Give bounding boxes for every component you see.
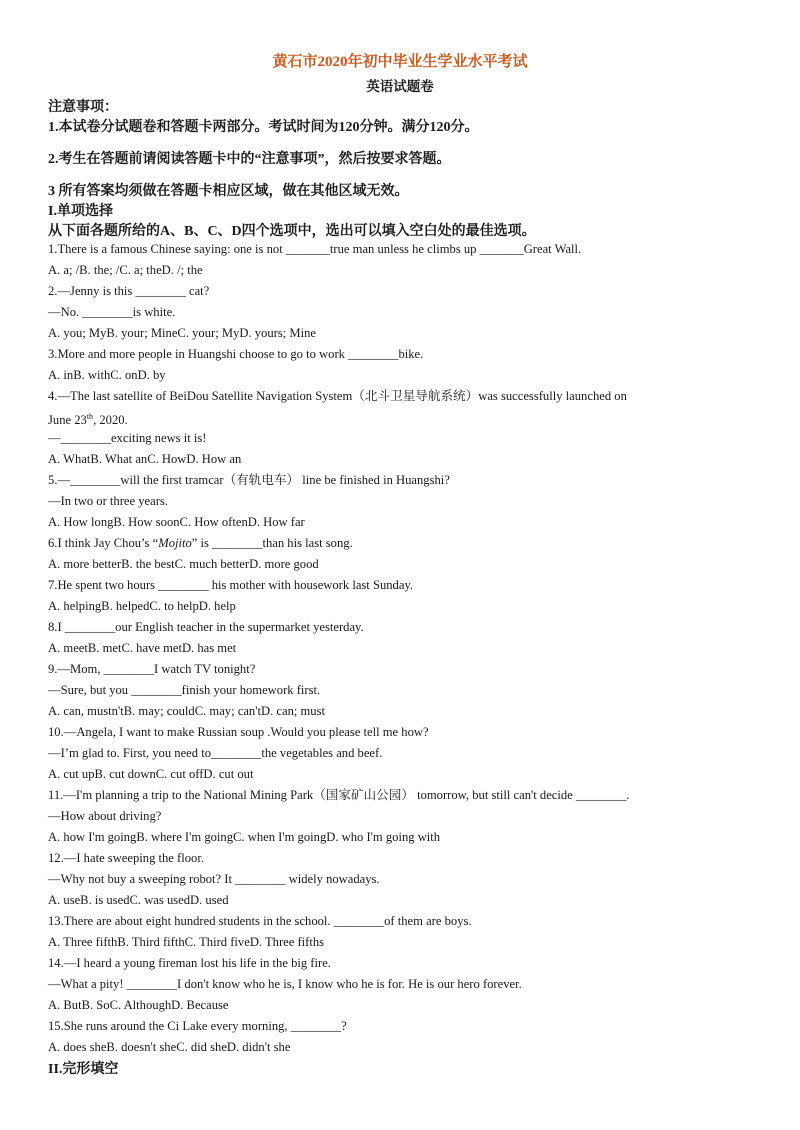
question-2: 2.—Jenny is this ________ cat? bbox=[48, 284, 210, 298]
question-3-options: A. inB. withC. onD. by bbox=[48, 368, 166, 382]
section-1-instruction: 从下面各题所给的A、B、C、D四个选项中，选出可以填入空白处的最佳选项。 bbox=[48, 224, 536, 239]
question-13-options: A. Three fifthB. Third fifthC. Third fiveD. Three fifths bbox=[48, 935, 325, 949]
question-5: 5.—________will the first tramcar（有轨电车） line be finished in Huangshi? bbox=[48, 473, 450, 487]
question-4-dialogue: —________exciting news it is! bbox=[48, 431, 207, 445]
question-5-options: A. How longB. How soonC. How oftenD. How far bbox=[48, 515, 305, 529]
question-5-dialogue: —In two or three years. bbox=[48, 494, 168, 508]
question-7: 7.He spent two hours ________ his mother with housework last Sunday. bbox=[48, 578, 414, 592]
question-15-options: A. does sheB. doesn't sheC. did sheD. didn't she bbox=[48, 1040, 291, 1054]
question-3: 3.More and more people in Huangshi choose to go to work ________bike. bbox=[48, 347, 424, 361]
question-4-date bbox=[48, 409, 128, 428]
question-12: 12.—I hate sweeping the floor. bbox=[48, 851, 204, 865]
question-2-dialogue: —No. ________is white. bbox=[48, 305, 176, 319]
note-item-2: 2.考生在答题前请阅读答题卡中的“注意事项”，然后按要求答题。 bbox=[48, 152, 451, 167]
question-13: 13.There are about eight hundred students in the school. ________of them are boys. bbox=[48, 914, 472, 928]
note-item-3: 3 所有答案均须做在答题卡相应区域，做在其他区域无效。 bbox=[48, 184, 409, 199]
question-11-options: A. how I'm goingB. where I'm goingC. when I'm goingD. who I'm going with bbox=[48, 830, 441, 844]
question-8: 8.I ________our English teacher in the supermarket yesterday. bbox=[48, 620, 364, 634]
question-6 bbox=[48, 535, 353, 551]
question-12-options: A. useB. is usedC. was usedD. used bbox=[48, 893, 229, 907]
question-14: 14.—I heard a young fireman lost his life in the big fire. bbox=[48, 956, 331, 970]
question-8-options: A. meetB. metC. have metD. has met bbox=[48, 641, 237, 655]
question-6-options: A. more betterB. the bestC. much betterD. more good bbox=[48, 557, 319, 571]
question-4-date-main: June 23 bbox=[48, 413, 87, 428]
question-11: 11.—I'm planning a trip to the National Mining Park（国家矿山公园） tomorrow, but still can't decide ________. bbox=[48, 788, 630, 802]
notes-heading: 注意事项： bbox=[48, 100, 118, 115]
question-2-options: A. you; MyB. your; MineC. your; MyD. yours; Mine bbox=[48, 326, 316, 340]
question-10: 10.—Angela, I want to make Russian soup .Would you please tell me how? bbox=[48, 725, 429, 739]
section-2-title: II.完形填空 bbox=[48, 1062, 119, 1077]
question-9-options: A. can, mustn'tB. may; couldC. may; can'tD. can; must bbox=[48, 704, 326, 718]
question-11-dialogue: —How about driving? bbox=[48, 809, 162, 823]
section-1-title: I.单项选择 bbox=[48, 204, 113, 219]
exam-subtitle: 英语试题卷 bbox=[366, 79, 434, 94]
question-4-date-suffix: th bbox=[86, 412, 94, 421]
question-6-end: ” is ________than his last song. bbox=[191, 536, 353, 550]
question-6-start: 6.I think Jay Chou’s “ bbox=[48, 536, 159, 550]
question-4-date-year: , 2020. bbox=[93, 413, 128, 428]
question-9: 9.—Mom, ________I watch TV tonight? bbox=[48, 662, 256, 676]
question-4-options: A. WhatB. What anC. HowD. How an bbox=[48, 452, 242, 466]
question-1-options: A. a; /B. the; /C. a; theD. /; the bbox=[48, 263, 203, 277]
question-15: 15.She runs around the Ci Lake every morning, ________? bbox=[48, 1019, 347, 1033]
question-7-options: A. helpingB. helpedC. to helpD. help bbox=[48, 599, 236, 613]
question-1: 1.There is a famous Chinese saying: one is not _______true man unless he climbs up _______Great Wall. bbox=[48, 242, 582, 256]
question-9-dialogue: —Sure, but you ________finish your homework first. bbox=[48, 683, 321, 697]
question-14-options: A. ButB. SoC. AlthoughD. Because bbox=[48, 998, 229, 1012]
question-10-options: A. cut upB. cut downC. cut offD. cut out bbox=[48, 767, 254, 781]
question-12-dialogue: —Why not buy a sweeping robot? It ________ widely nowadays. bbox=[48, 872, 380, 886]
question-14-dialogue: —What a pity! ________I don't know who he is, I know who he is for. He is our hero forever. bbox=[48, 977, 522, 991]
note-item-1: 1.本试卷分试题卷和答题卡两部分。考试时间为120分钟。满分120分。 bbox=[48, 120, 479, 135]
song-title: Mojito bbox=[158, 536, 192, 550]
question-4: 4.—The last satellite of BeiDou Satellite Navigation System（北斗卫星导航系统）was successfully launched on bbox=[48, 389, 627, 403]
exam-title: 黄石市2020年初中毕业生学业水平考试 bbox=[272, 54, 528, 70]
question-10-dialogue: —I’m glad to. First, you need to________the vegetables and beef. bbox=[48, 746, 383, 760]
